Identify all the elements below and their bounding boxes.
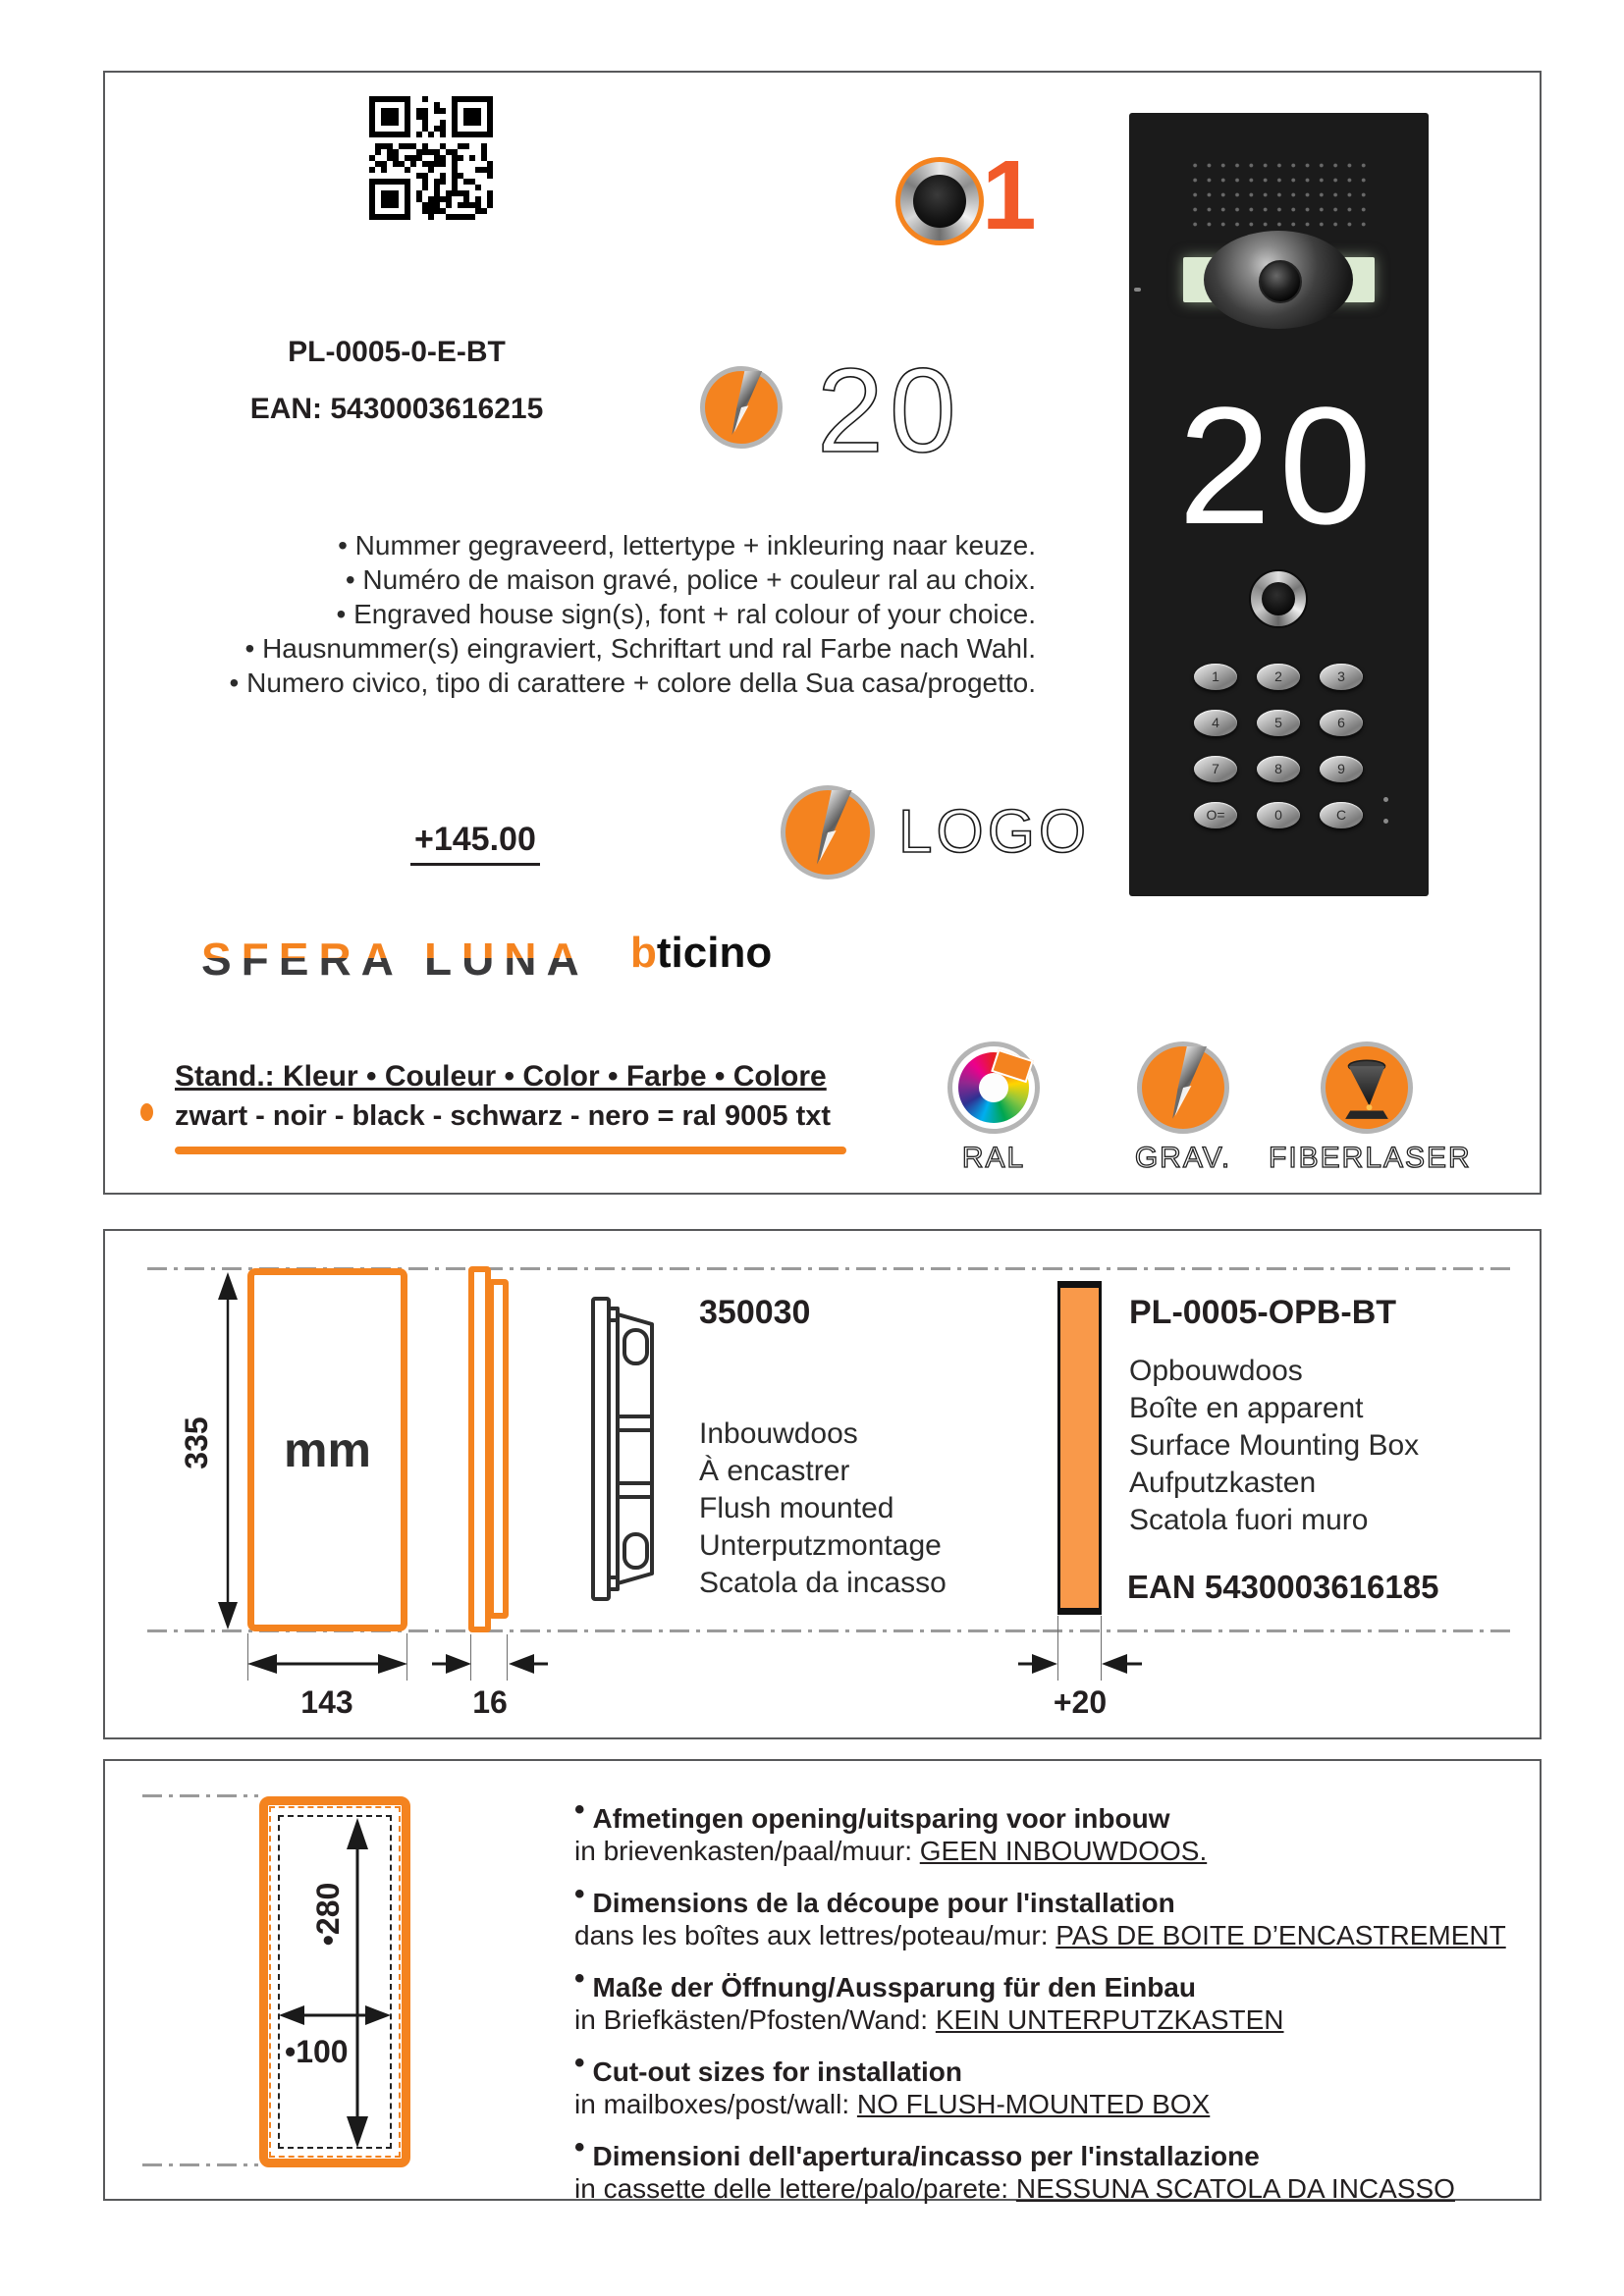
button-quantity: 1	[982, 140, 1037, 250]
standard-color-values: zwart - noir - black - schwarz - nero = ral 9005 txt	[175, 1100, 832, 1132]
note-heading: Maße der Öffnung/Aussparung für den Einbau	[592, 1972, 1196, 2002]
note-value: NO FLUSH-MOUNTED BOX	[856, 2089, 1211, 2119]
cutout-ref-top	[142, 1794, 258, 1797]
bullet-line: • Nummer gegraveerd, lettertype + inkleuring naar keuze.	[338, 530, 1036, 561]
bell-button-center	[913, 175, 966, 228]
qr-code	[369, 96, 493, 220]
surface-name: Scatola fuori muro	[1129, 1504, 1369, 1536]
note-prefix: in brievenkasten/paal/muur:	[574, 1836, 920, 1866]
intercom-photo	[1129, 113, 1429, 896]
note-bullet: •	[574, 2047, 585, 2079]
width-dimension-arrow	[247, 1651, 407, 1677]
cutout-ref-bottom	[142, 2163, 258, 2166]
photo-house-number: 20	[1177, 373, 1380, 560]
unit-label: mm	[284, 1422, 371, 1477]
accent-divider	[175, 1147, 846, 1154]
bell-button-sample	[895, 157, 984, 245]
note-value: GEEN INBOUWDOOS.	[919, 1836, 1208, 1866]
surface-box-ean: EAN 5430003616185	[1127, 1569, 1439, 1605]
sfera-luna-logo: SFERA LUNA	[201, 934, 589, 985]
standard-color-title: Stand.: Kleur • Couleur • Color • Farbe • Colore	[175, 1060, 827, 1093]
grav-icon	[1137, 1041, 1229, 1134]
grav-label: GRAV.	[1134, 1142, 1232, 1174]
bullet-line: • Numéro de maison gravé, police + couleur ral au choix.	[345, 564, 1036, 595]
flush-name: À encastrer	[699, 1455, 850, 1487]
keypad-button: 3	[1320, 664, 1363, 690]
standard-color-dot	[140, 1103, 153, 1121]
note-bullet: •	[574, 1878, 585, 1910]
surface-box-names	[1129, 1353, 1419, 1539]
cutout-width-label: •100	[285, 2034, 349, 2069]
front-view-outline	[247, 1268, 407, 1631]
product-code: PL-0005-0-E-BT	[288, 336, 506, 368]
bticino-rest: ticino	[656, 929, 773, 977]
cutout-height-label: •280	[310, 1882, 346, 1947]
bullet-line: • Engraved house sign(s), font + ral colour of your choice.	[336, 599, 1036, 629]
keypad-side-dot	[1383, 797, 1388, 802]
side-profile-inner	[488, 1279, 509, 1619]
cutout-note	[574, 2047, 1211, 2120]
note-value: NESSUNA SCATOLA DA INCASSO	[1015, 2173, 1455, 2204]
flush-name: Scatola da incasso	[699, 1567, 947, 1599]
height-dimension-label: 335	[179, 1416, 214, 1469]
cutout-dashed-black	[278, 1815, 392, 2149]
keypad-button: 0	[1257, 802, 1300, 828]
surface-depth-arrow	[1016, 1651, 1144, 1677]
note-heading: Afmetingen opening/uitsparing voor inbouw	[592, 1803, 1170, 1834]
surface-name: Aufputzkasten	[1129, 1467, 1317, 1499]
flush-box-names	[699, 1415, 947, 1602]
fiberlaser-label: FIBERLASER	[1269, 1142, 1472, 1174]
surface-name: Surface Mounting Box	[1129, 1429, 1420, 1462]
bullet-line: • Numero civico, tipo di carattere + colore della Sua casa/progetto.	[229, 667, 1036, 698]
camera-lens	[1259, 260, 1302, 303]
ral-label: RAL	[961, 1142, 1026, 1174]
note-prefix: in cassette delle lettere/palo/parete:	[574, 2173, 1016, 2204]
keypad-button: 9	[1320, 756, 1363, 782]
surface-box-code: PL-0005-OPB-BT	[1129, 1294, 1397, 1331]
product-ean: EAN: 5430003616215	[249, 393, 544, 425]
depth-dimension-arrow	[430, 1651, 550, 1677]
keypad-button: 2	[1257, 664, 1300, 690]
feature-bullets	[118, 528, 1036, 700]
flush-box-drawing	[589, 1291, 660, 1607]
depth-dimension-label: 16	[472, 1684, 508, 1720]
cutout-note	[574, 1878, 1506, 1951]
surface-name: Boîte en apparent	[1129, 1392, 1364, 1424]
height-dimension-arrow	[216, 1272, 240, 1629]
note-value: PAS DE BOITE D’ENCASTREMENT	[1056, 1920, 1506, 1950]
note-prefix: in mailboxes/post/wall:	[574, 2089, 857, 2119]
flush-box-code: 350030	[699, 1294, 811, 1331]
engraved-number-sample: 20	[817, 344, 962, 477]
width-dimension-label: 143	[300, 1684, 353, 1720]
keypad-button: 4	[1194, 710, 1237, 736]
note-heading: Dimensions de la découpe pour l'installation	[592, 1888, 1175, 1918]
flush-name: Flush mounted	[699, 1492, 894, 1524]
cutout-note	[574, 2131, 1455, 2205]
logo-price: +145.00	[410, 821, 540, 866]
note-value: KEIN UNTERPUTZKASTEN	[935, 2004, 1284, 2035]
note-heading: Dimensioni dell'apertura/incasso per l'installazione	[592, 2141, 1260, 2171]
cutout-note	[574, 1962, 1284, 2036]
bticino-logo	[630, 929, 772, 978]
bullet-line: • Hausnummer(s) eingraviert, Schriftart und ral Farbe nach Wahl.	[244, 633, 1036, 664]
keypad-button: 6	[1320, 710, 1363, 736]
product-code-block	[122, 336, 672, 426]
surface-depth-label: +20	[1053, 1684, 1108, 1720]
speaker-grid	[1188, 158, 1371, 227]
keypad-side-dot	[1383, 819, 1388, 824]
photo-bell-button	[1249, 569, 1308, 628]
keypad-button: O=	[1194, 802, 1237, 828]
cutout-width-arrow	[279, 2002, 391, 2028]
engraving-icon	[700, 366, 783, 449]
photo-bell-center	[1262, 582, 1295, 615]
fiberlaser-icon	[1321, 1041, 1413, 1134]
keypad-button: 5	[1257, 710, 1300, 736]
ral-fan-center	[979, 1073, 1008, 1102]
bticino-b: b	[630, 929, 657, 977]
logo-option-label: LOGO	[898, 798, 1091, 866]
note-prefix: dans les boîtes aux lettres/poteau/mur:	[574, 1920, 1056, 1950]
note-bullet: •	[574, 1793, 585, 1826]
keypad-button: 8	[1257, 756, 1300, 782]
note-bullet: •	[574, 1962, 585, 1995]
cutout-note	[574, 1793, 1208, 1867]
keypad-button: 1	[1194, 664, 1237, 690]
flush-name: Inbouwdoos	[699, 1417, 858, 1450]
cutout-height-arrow	[345, 1818, 370, 2148]
surface-box-profile	[1057, 1281, 1102, 1615]
flush-name: Unterputzmontage	[699, 1529, 942, 1562]
logo-engraving-icon	[781, 785, 875, 880]
note-bullet: •	[574, 2131, 585, 2163]
surface-name: Opbouwdoos	[1129, 1355, 1303, 1387]
keypad-button: 7	[1194, 756, 1237, 782]
photo-mark	[1134, 288, 1141, 292]
keypad-button: C	[1320, 802, 1363, 828]
note-prefix: in Briefkästen/Pfosten/Wand:	[574, 2004, 936, 2035]
note-heading: Cut-out sizes for installation	[592, 2056, 962, 2087]
ral-icon	[947, 1041, 1040, 1134]
